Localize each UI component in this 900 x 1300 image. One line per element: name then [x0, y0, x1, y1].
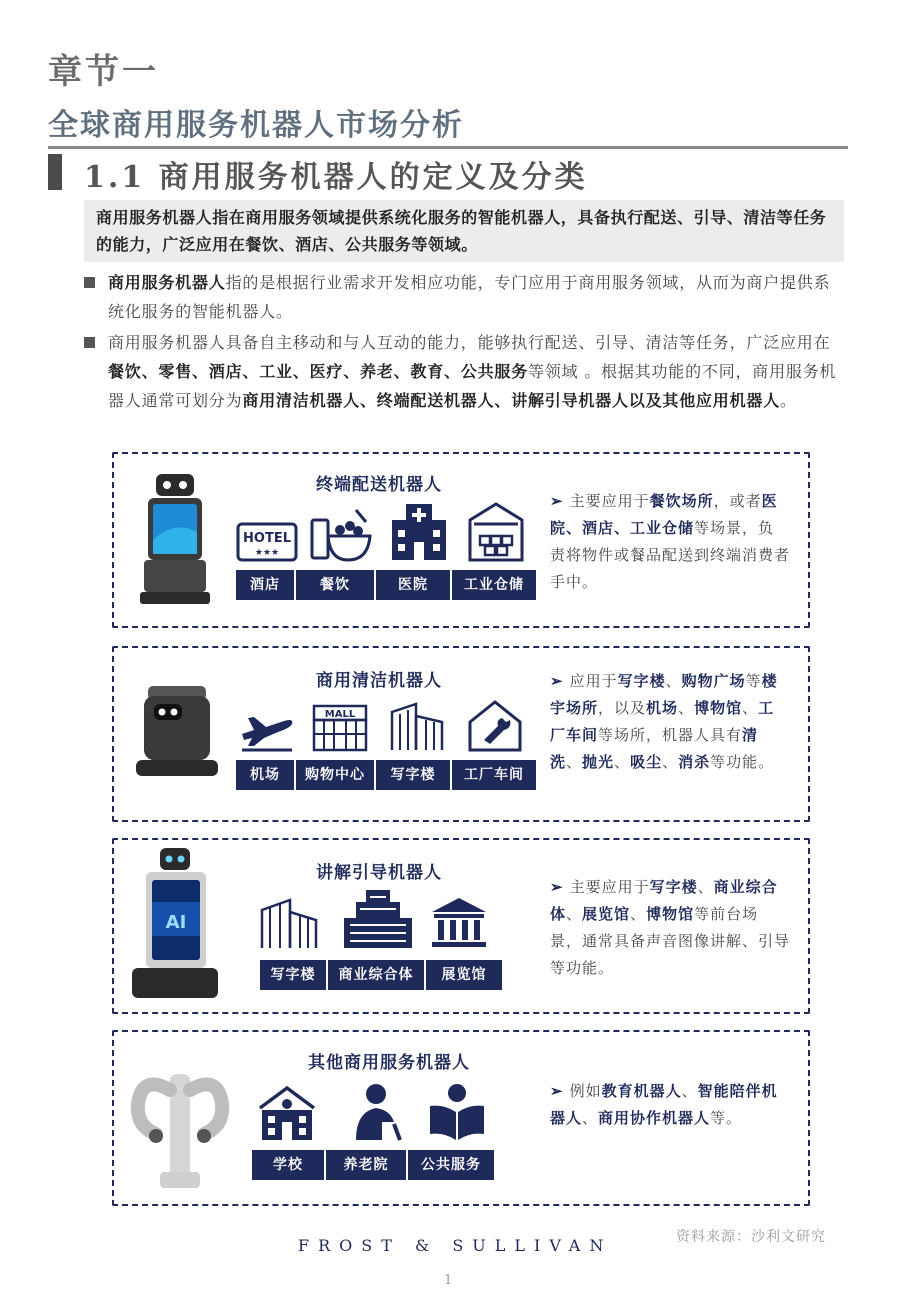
robot-screen-text: AI: [165, 912, 187, 933]
dining-icon: [308, 506, 372, 564]
cleaning-robot-image: [134, 682, 220, 782]
arrow-icon: ➢: [550, 672, 564, 690]
card-title: 商用清洁机器人: [316, 671, 442, 691]
summary-box: 商用服务机器人指在商用服务领域提供系统化服务的智能机器人，具备执行配送、引导、清洁等任务的能力，广泛应用在餐饮、酒店、公共服务等领域。: [84, 200, 844, 262]
label-office: 写字楼: [376, 760, 450, 790]
factory-repair-icon: [466, 698, 524, 754]
mall-sign-text: MALL: [324, 709, 356, 720]
page-number: 1: [444, 1273, 453, 1288]
brand-logo: FROST & SULLIVAN: [298, 1236, 613, 1255]
elderly-care-icon: [342, 1082, 406, 1142]
warehouse-icon: [466, 500, 526, 562]
label-office: 写字楼: [260, 960, 326, 990]
chapter-heading: 章节一: [48, 52, 159, 92]
section-title: 1.1 商用服务机器人的定义及分类: [84, 160, 588, 195]
card-title: 终端配送机器人: [316, 475, 442, 495]
bullet-text: 商用服务机器人具备自主移动和与人互动的能力，能够执行配送、引导、清洁等任务，广泛应用在: [108, 333, 831, 352]
delivery-robot-image: [134, 470, 216, 610]
divider: [48, 146, 848, 149]
card-description: ➢ 例如教育机器人、智能陪伴机器人、商用协作机器人等。: [550, 1082, 778, 1127]
card-title: 其他商用服务机器人: [308, 1053, 470, 1073]
bullet-text: 等领域 。根据其功能的不同，商用服务机器人通常可划分为: [108, 362, 837, 410]
card-cleaning-robot: [112, 646, 810, 822]
label-nursing-home: 养老院: [326, 1150, 406, 1180]
airplane-icon: [238, 704, 296, 752]
bullet-capabilities: [84, 328, 844, 415]
scenario-labels: [252, 1150, 496, 1180]
bullet-bold: 商用清洁机器人、终端配送机器人、讲解引导机器人以及其他应用机器人: [242, 391, 781, 410]
hotel-sign-text: HOTEL: [243, 531, 291, 546]
hotel-icon: [236, 514, 298, 564]
card-title: 讲解引导机器人: [316, 863, 442, 883]
section-marker: [48, 154, 62, 190]
label-airport: 机场: [236, 760, 294, 790]
office-tower-icon: [256, 894, 322, 950]
scenario-labels: [236, 570, 538, 600]
label-dining: 餐饮: [296, 570, 374, 600]
school-icon: [254, 1084, 320, 1142]
reading-person-icon: [426, 1082, 488, 1142]
bullet-definition: [84, 268, 844, 326]
bullet-square-icon: [84, 337, 95, 348]
complex-building-icon: [340, 888, 416, 950]
card-other-robot: [112, 1030, 810, 1206]
arrow-icon: ➢: [550, 1082, 564, 1100]
bullet-text: 。: [780, 391, 797, 410]
mall-icon: [310, 702, 370, 752]
chapter-subtitle: 全球商用服务机器人市场分析: [48, 108, 464, 143]
svg-text:★★★: ★★★: [254, 548, 280, 558]
arrow-icon: ➢: [550, 492, 564, 510]
bullet-square-icon: [84, 277, 95, 288]
card-description: ➢ 主要应用于餐饮场所，或者医院、酒店、工业仓储等场景，负责将物件或餐品配送到终端消费者手中。: [550, 492, 791, 591]
collaborative-robot-image: [120, 1054, 240, 1194]
source-note: 资料来源：沙利文研究: [676, 1229, 826, 1245]
bullet-bold: 商用服务机器人: [108, 273, 226, 292]
card-description: ➢ 主要应用于写字楼、商业综合体、展览馆、博物馆等前台场景，通常具备声音图像讲解、引导等功能。: [550, 878, 791, 977]
scenario-labels: [260, 960, 504, 990]
office-building-icon: [386, 700, 448, 752]
label-warehouse: 工业仓储: [452, 570, 536, 600]
card-guide-robot: [112, 838, 810, 1014]
card-description: ➢ 应用于写字楼、购物广场等楼宇场所，以及机场、博物馆、工厂车间等场所，机器人具有清洗、抛光、吸尘、消杀等功能。: [550, 672, 778, 771]
label-shopping-center: 购物中心: [296, 760, 374, 790]
label-public-service: 公共服务: [408, 1150, 494, 1180]
scenario-labels: [236, 760, 538, 790]
museum-icon: [428, 894, 490, 948]
bullet-bold: 餐饮、零售、酒店、工业、医疗、养老、教育、公共服务: [108, 362, 529, 381]
label-hotel: 酒店: [236, 570, 294, 600]
bullet-text: 指的是根据行业需求开发相应功能，专门应用于商用服务领域，从而为商户提供系统化服务的智能机器人。: [108, 273, 831, 321]
label-hospital: 医院: [376, 570, 450, 600]
label-school: 学校: [252, 1150, 324, 1180]
hospital-icon: [388, 502, 450, 562]
label-commercial-complex: 商业综合体: [328, 960, 424, 990]
arrow-icon: ➢: [550, 878, 564, 896]
label-factory: 工厂车间: [452, 760, 536, 790]
guide-robot-image: [114, 842, 234, 1008]
card-delivery-robot: [112, 452, 810, 628]
label-exhibition-hall: 展览馆: [426, 960, 502, 990]
